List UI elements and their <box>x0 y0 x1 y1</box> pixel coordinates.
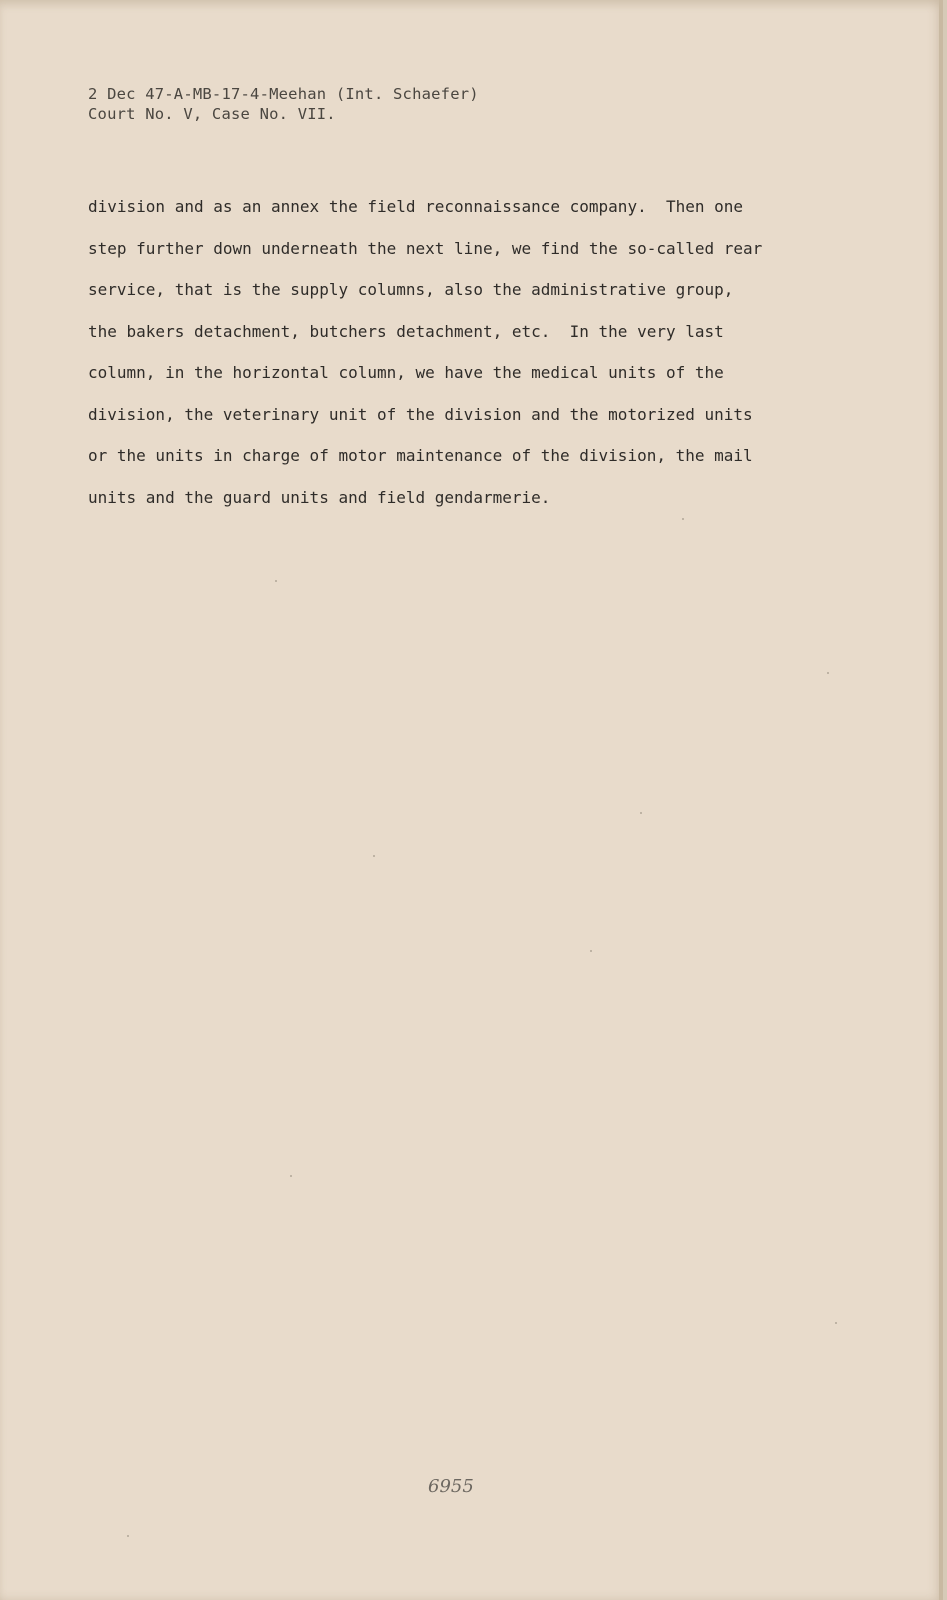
body-line: column, in the horizontal column, we have the medical units of the <box>88 363 724 382</box>
paper-speck <box>275 580 277 582</box>
page-edge <box>939 0 943 1600</box>
document-header <box>88 84 479 124</box>
body-line: or the units in charge of motor maintenance of the division, the mail <box>88 446 753 465</box>
body-line: division and as an annex the field reconnaissance company. Then one <box>88 197 744 216</box>
paper-speck <box>127 1535 129 1537</box>
paper-speck <box>682 518 684 520</box>
body-line: division, the veterinary unit of the division and the motorized units <box>88 404 753 424</box>
header-court-info: Court No. V, Case No. VII. <box>88 105 336 123</box>
paper-speck <box>290 1175 292 1177</box>
body-line: step further down underneath the next line, we find the so-called rear <box>88 238 763 258</box>
header-case-reference: 2 Dec 47-A-MB-17-4-Meehan (Int. Schaefer) <box>88 85 479 103</box>
body-line: units and the guard units and field gendarmerie. <box>88 487 551 507</box>
paper-speck <box>373 855 375 857</box>
paper-speck <box>590 950 592 952</box>
paper-speck <box>640 812 642 814</box>
page-number: 6955 <box>428 1476 474 1497</box>
paper-speck <box>835 1322 837 1324</box>
paper-speck <box>827 672 829 674</box>
transcript-body <box>88 186 828 518</box>
body-line: the bakers detachment, butchers detachment, etc. In the very last <box>88 321 724 341</box>
body-line: service, that is the supply columns, also the administrative group, <box>88 280 734 299</box>
